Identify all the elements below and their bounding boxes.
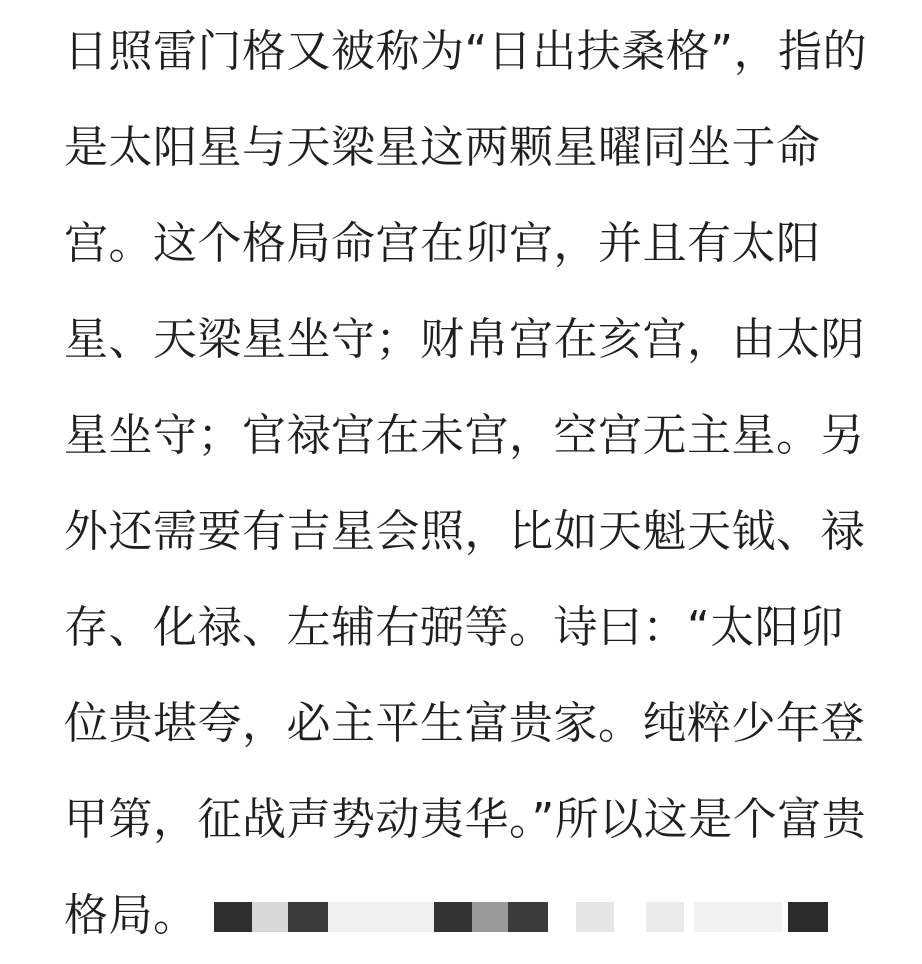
text-line: 外还需要有吉星会照，比如天魁天钺、禄 bbox=[64, 506, 865, 557]
blur-block bbox=[434, 902, 472, 932]
blur-block bbox=[328, 902, 438, 932]
blur-block bbox=[576, 902, 614, 932]
blur-block bbox=[214, 902, 252, 932]
text-line: 甲第，征战声势动夷华。”所以这是个富贵 bbox=[64, 794, 867, 845]
text-line: 格局。 bbox=[64, 890, 198, 941]
text-line: 日照雷门格又被称为“日出扶桑格”，指的 bbox=[64, 26, 868, 77]
blur-block bbox=[508, 902, 548, 932]
text-line: 星、天梁星坐守；财帛宫在亥宫，由太阴 bbox=[64, 314, 865, 365]
blur-block bbox=[252, 902, 288, 932]
blur-block bbox=[694, 902, 782, 932]
blur-block bbox=[288, 902, 328, 932]
blur-block bbox=[788, 902, 828, 932]
article-body bbox=[64, 0, 868, 964]
text-line: 是太阳星与天梁星这两颗星曜同坐于命 bbox=[64, 122, 821, 173]
blurred-caption-strip bbox=[168, 896, 908, 936]
text-line: 星坐守；官禄宫在未宫，空宫无主星。另 bbox=[64, 410, 865, 461]
blur-block bbox=[646, 902, 684, 932]
text-line: 宫。这个格局命宫在卯宫，并且有太阳 bbox=[64, 218, 821, 269]
text-line: 位贵堪夸，必主平生富贵家。纯粹少年登 bbox=[64, 698, 865, 749]
blur-block bbox=[472, 902, 508, 932]
text-line: 存、化禄、左辅右弼等。诗曰：“太阳卯 bbox=[64, 602, 844, 653]
